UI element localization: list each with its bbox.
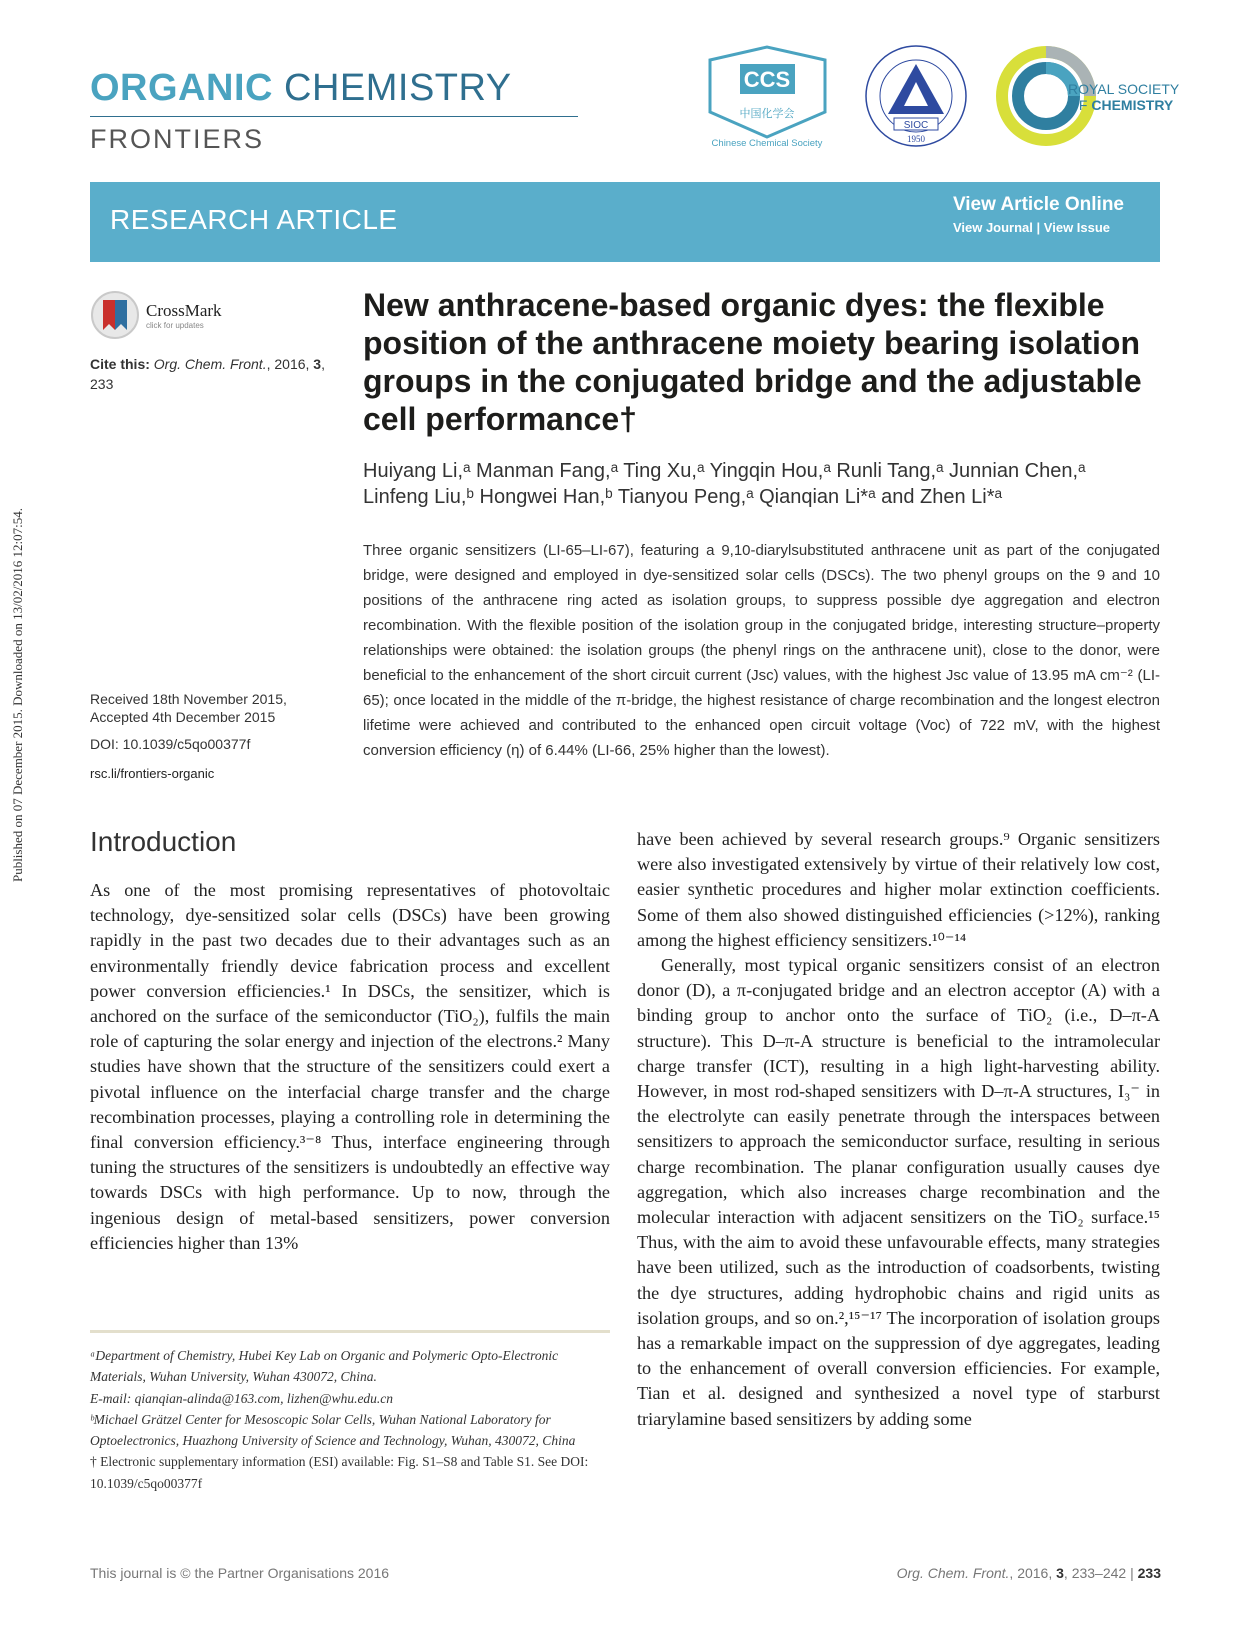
- footnote-divider: [90, 1330, 610, 1333]
- cite-page: , 233: [90, 356, 325, 392]
- article-type-label: RESEARCH ARTICLE: [110, 204, 398, 235]
- rsc-text-of: OF: [1068, 97, 1088, 113]
- footer-journal: Org. Chem. Front.: [896, 1565, 1010, 1581]
- sioc-label: SIOC: [903, 120, 929, 131]
- authors-line-2: Linfeng Liu,ᵇ Hongwei Han,ᵇ Tianyou Peng,ᵃ Qianqian Li*ᵃ and Zhen Li*ᵃ: [363, 486, 1002, 508]
- author-list: [363, 458, 1153, 510]
- sioc-year: 1950: [907, 134, 925, 144]
- footer-citation: [897, 1565, 1161, 1581]
- footnote-email: E-mail: qianqian-alinda@163.com, lizhen@whu.edu.cn: [90, 1390, 394, 1406]
- side-note-text: Published on 07 December 2015. Downloaded on 13/02/2016 12:07:54.: [10, 507, 26, 883]
- intro-paragraph-1-continued: have been achieved by several research groups.⁹ Organic sensitizers were also investigated extensively by virtue of their relatively low cost, easier synthetic procedures and higher molar extinction coefficients. Some of them also showed distinguished efficiencies (>12%), ranking among the highest efficiency sensitizers.¹⁰⁻¹⁴: [637, 829, 1160, 950]
- svg-text:CCS: CCS: [743, 67, 791, 92]
- rsc-text-line1: ROYAL SOCIETY: [1068, 81, 1180, 97]
- body-column-right: [637, 827, 1160, 1432]
- rsc-text-line2: CHEMISTRY: [1091, 97, 1174, 113]
- footer-volume: 3: [1056, 1565, 1064, 1581]
- view-issue-link[interactable]: View Issue: [1043, 220, 1111, 235]
- footnote-affiliation-a: ᵃDepartment of Chemistry, Hubei Key Lab on Organic and Polymeric Opto-Electronic Materials, Wuhan University, Wuhan 430072, China.: [90, 1348, 559, 1385]
- received-date: Received 18th November 2015,: [90, 691, 287, 707]
- intro-paragraph-1: As one of the most promising representatives of photovoltaic technology, dye-sensitized solar cells (DSCs) have been growing rapidly in the past two decades due to their advantages such as an environmentally friendly device fabrication process and excellent power conversion efficiencies.¹ In DSCs, the sensitizer, which is anchored on the surface of the semiconductor (TiO₂), fulfils the main role of capturing the solar energy and injection of the electrons.² Many studies have shown that the structure of the sensitizers could exert a pivotal influence on the interfacial charge transfer and the charge recombination processes, playing a controlling role in determining the final conversion efficiency.³⁻⁸ Thus, interface engineering through tuning the structures of the sensitizers is undoubtedly an effective way towards DSCs with high performance. Up to now, through the ingenious design of metal-based sensitizers, power conversion efficiencies higher than 13%: [90, 880, 610, 1253]
- cite-this: [90, 354, 350, 394]
- cite-volume: 3: [313, 356, 322, 372]
- ccs-logo-icon: [700, 42, 835, 152]
- sioc-logo: [862, 42, 970, 150]
- view-article-online-link[interactable]: View Article Online: [952, 194, 1124, 215]
- cite-label: Cite this:: [90, 356, 150, 372]
- footer-year: , 2016,: [1009, 1565, 1057, 1581]
- crossmark-label: CrossMark: [146, 300, 222, 320]
- section-heading-introduction: Introduction: [90, 826, 237, 857]
- rsc-logo: [998, 42, 1180, 150]
- journal-title: [90, 68, 512, 108]
- crossmark-icon: [90, 290, 140, 340]
- sioc-seal-icon: [862, 42, 970, 150]
- crossmark-sub: click for updates: [146, 320, 204, 330]
- journal-subtitle: FRONTIERS: [90, 124, 265, 154]
- footer-copyright: This journal is © the Partner Organisations 2016: [90, 1565, 390, 1581]
- footer-pages: , 233–242: [1063, 1565, 1127, 1581]
- journal-title-bold: ORGANIC: [90, 67, 273, 109]
- footer-page-number: 233: [1137, 1565, 1161, 1581]
- article-dates: [90, 690, 350, 726]
- link-separator: |: [1036, 220, 1041, 235]
- footnotes: [90, 1345, 610, 1494]
- accepted-date: Accepted 4th December 2015: [90, 709, 276, 725]
- footnote-affiliation-b: ᵇMichael Grätzel Center for Mesoscopic Solar Cells, Wuhan National Laboratory for Optoelectronics, Huazhong University of Science and Technology, Wuhan, 430072, China: [90, 1411, 576, 1449]
- intro-paragraph-2: Generally, most typical organic sensitizers consist of an electron donor (D), a π-conjugated bridge and an electron acceptor (A) with a binding group to anchor onto the surface of TiO₂ (i.e., D–π-A structure). This D–π-A structure is beneficial to the intramolecular charge transfer (ICT), resulting in a high light-harvesting ability. However, in most rod-shaped sensitizers with D–π-A structures, I₃⁻ in the electrolyte can easily penetrate through the interspaces between sensitizers to approach the semiconductor surface, resulting in serious charge recombination. The planar configuration usually causes dye aggregation, which also increases charge recombination and the molecular interaction with adjacent sensitizers on the TiO₂ surface.¹⁵ Thus, with the aim to avoid these unfavourable effects, many strategies have been utilized, such as the introduction of coadsorbents, twisting the dye structures, adding hydrophobic chains and rigid units as isolation groups, and so on.²,¹⁵⁻¹⁷ The incorporation of isolation groups has a remarkable impact on the suppression of dye aggregates, leading to the enhancement of overall conversion efficiencies. For example, Tian et al. designed and synthesized a novel type of starburst triarylamine based sensitizers by adding some: [637, 955, 1160, 1429]
- crossmark-badge[interactable]: [90, 290, 222, 340]
- ccs-logo-zh: 中国化学会: [739, 107, 795, 120]
- ccs-logo: [700, 42, 835, 152]
- article-title: New anthracene-based organic dyes: the flexible position of the anthracene moiety bearing isolation groups in the conjugated bridge and the adjustable cell performance†: [363, 287, 1142, 437]
- footer-separator: |: [1126, 1565, 1138, 1581]
- body-column-left: [90, 878, 610, 1256]
- footnote-esi: † Electronic supplementary information (ESI) available: Fig. S1–S8 and Table S1. See DOI: 10.1039/c5qo00377f: [90, 1454, 589, 1491]
- article-type-banner: [90, 182, 1160, 262]
- journal-title-rule: [90, 116, 578, 117]
- svg-text:OF CHEMISTRY: [1068, 97, 1174, 113]
- article-doi[interactable]: DOI: 10.1039/c5qo00377f: [90, 736, 251, 752]
- view-journal-link[interactable]: View Journal: [952, 220, 1033, 235]
- publication-side-note: [6, 460, 30, 930]
- rsc-logo-icon: [998, 42, 1180, 150]
- ccs-logo-en: Chinese Chemical Society: [711, 138, 823, 149]
- cite-year: , 2016,: [266, 356, 314, 372]
- authors-line-1: Huiyang Li,ᵃ Manman Fang,ᵃ Ting Xu,ᵃ Yingqin Hou,ᵃ Runli Tang,ᵃ Junnian Chen,ᵃ: [363, 460, 1086, 482]
- abstract: Three organic sensitizers (LI-65–LI-67), featuring a 9,10-diarylsubstituted anthracene unit as part of the conjugated bridge, were designed and employed in dye-sensitized solar cells (DSCs). The two phenyl groups on the 9 and 10 positions of the anthracene ring acted as isolation groups, to suppress possible dye aggregation and electron recombination. With the flexible position of the isolation group in the conjugated bridge, interesting structure–property relationships were obtained: the isolation groups (the phenyl rings on the anthracene unit), close to the donor, were beneficial to the enhancement of the short circuit current (Jsc) values, with the highest Jsc value of 13.95 mA cm⁻² (LI-65); once located in the middle of the π-bridge, the highest resistance of charge recombination and the longest electron lifetime were achieved and contributed to the enhanced open circuit voltage (Voc) of 722 mV, with the highest conversion efficiency (η) of 6.44% (LI-66, 25% higher than the lowest).: [363, 542, 1160, 759]
- journal-title-thin: CHEMISTRY: [284, 67, 512, 109]
- cite-journal: Org. Chem. Front.: [153, 356, 267, 372]
- journal-link[interactable]: rsc.li/frontiers-organic: [90, 766, 215, 781]
